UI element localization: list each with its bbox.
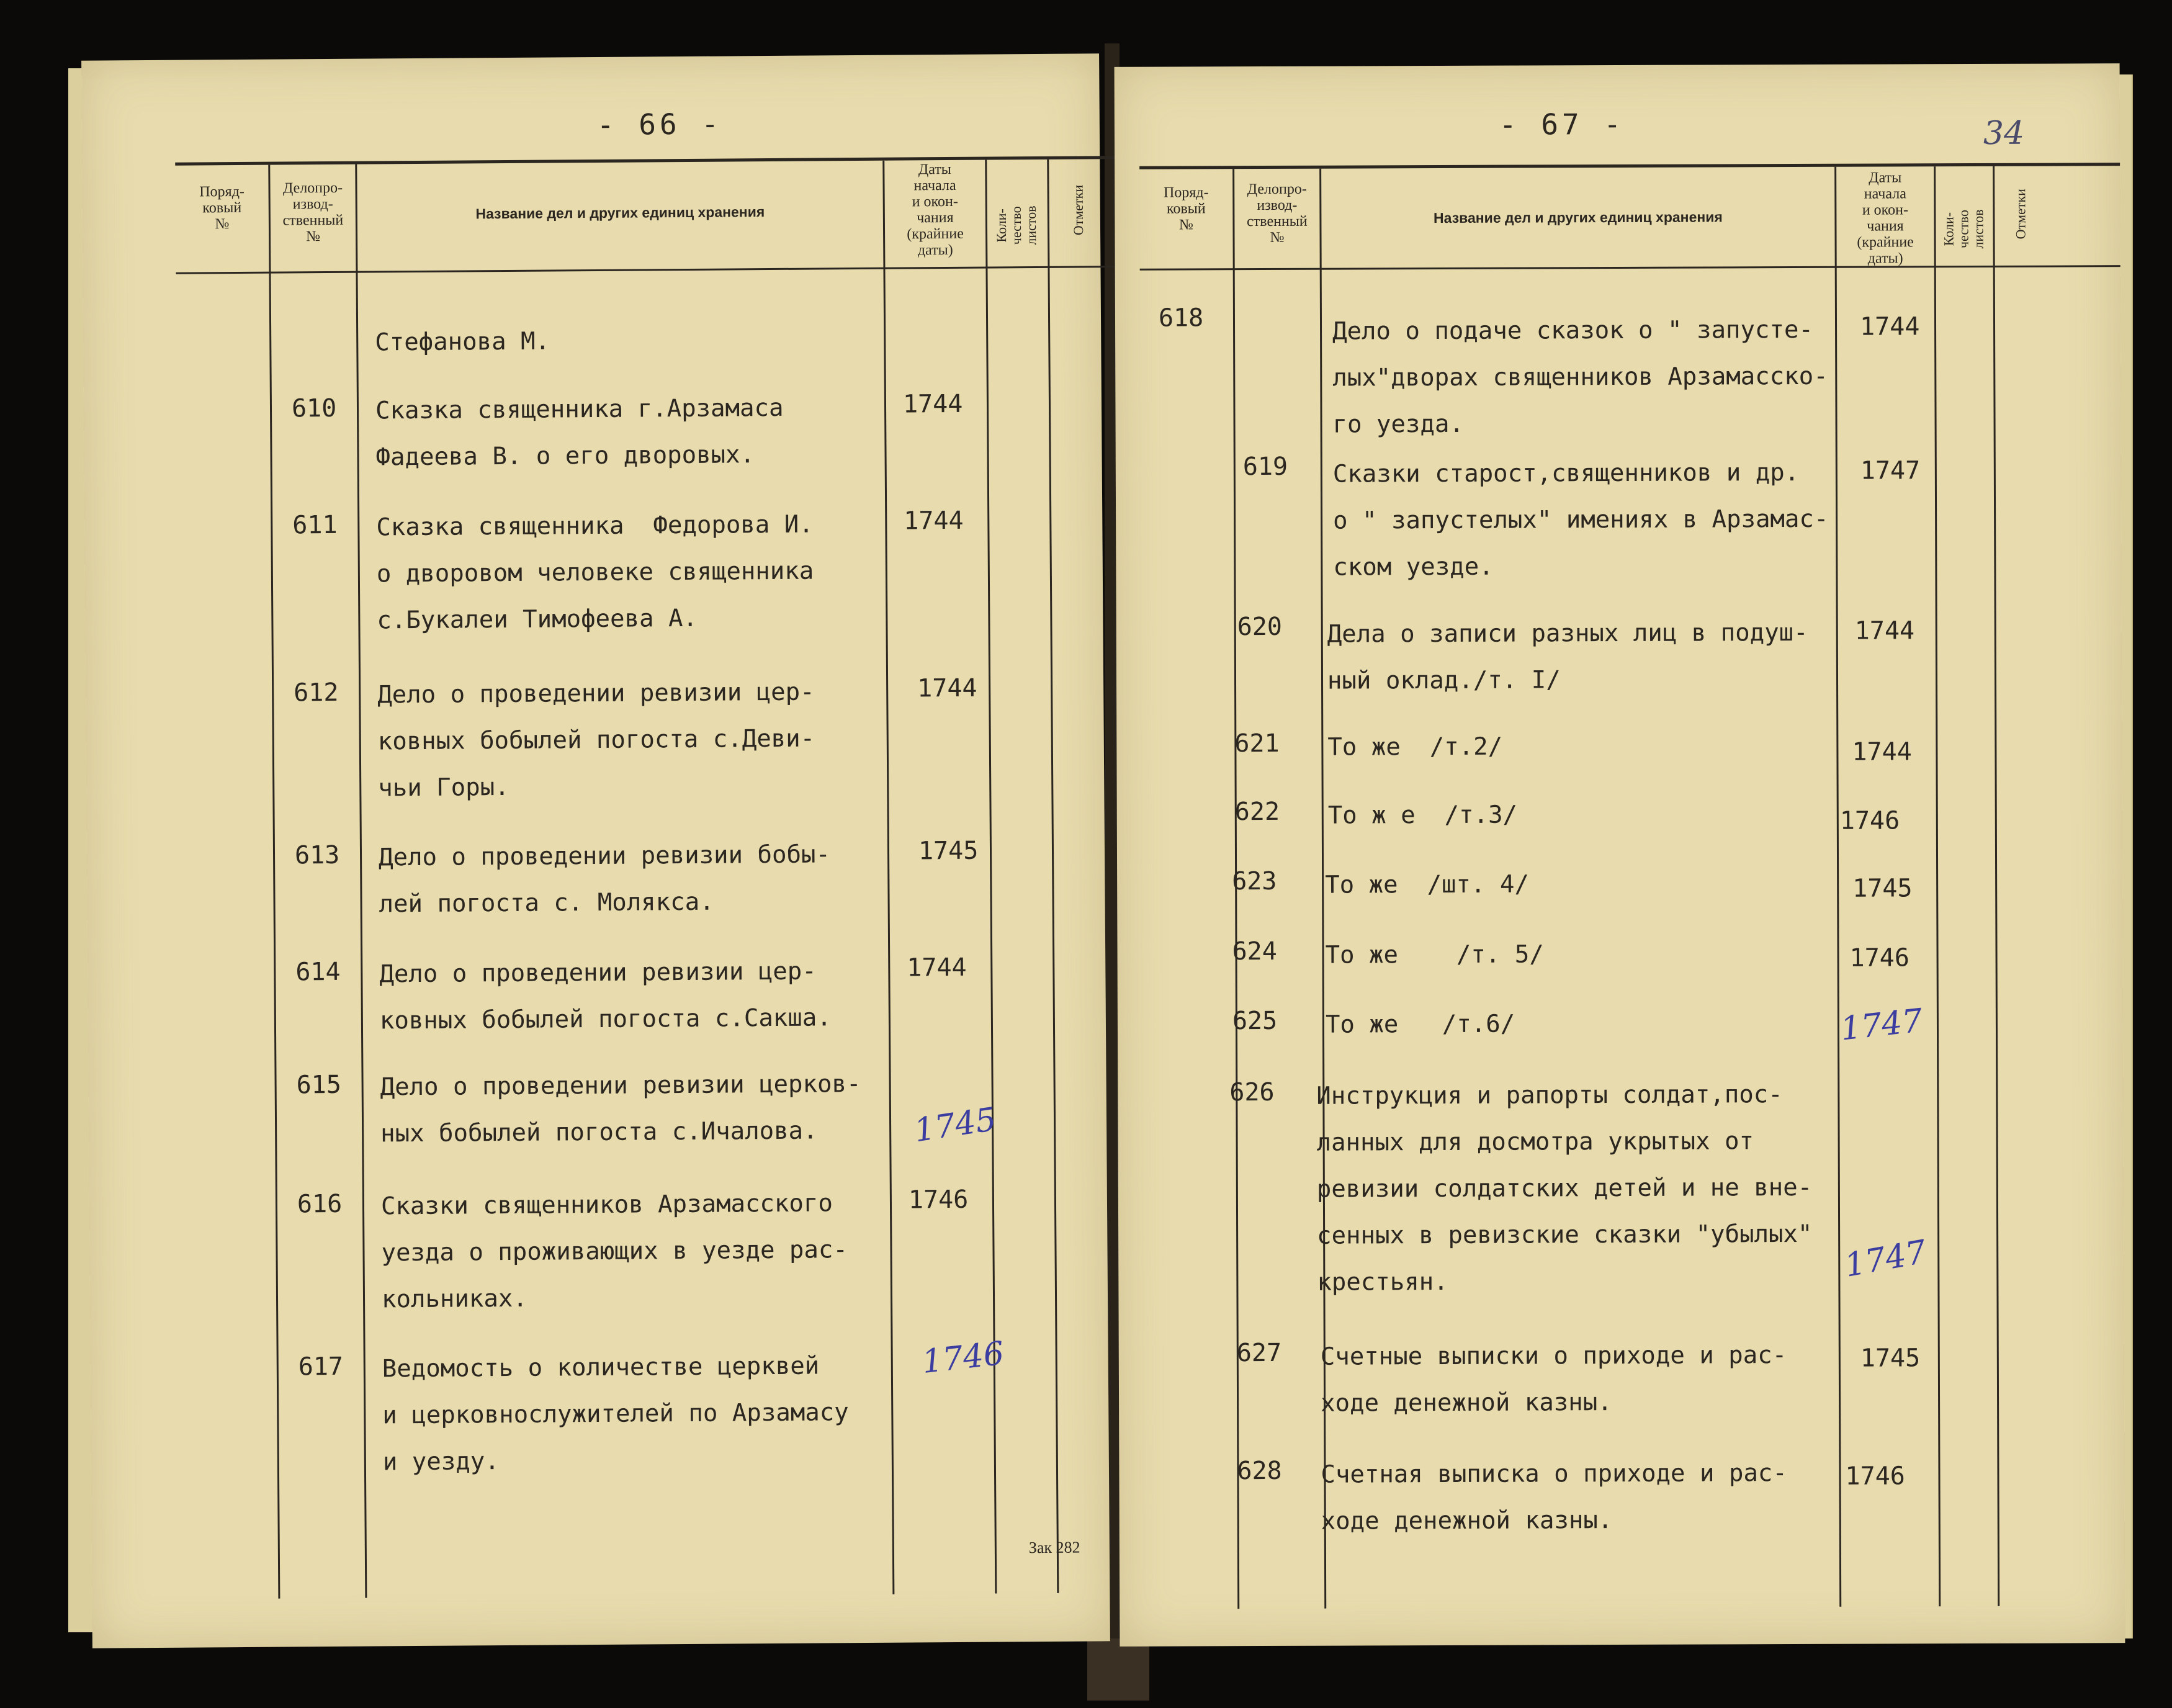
column-divider [882, 161, 894, 1594]
column-divider [268, 165, 280, 1599]
entry-number: 617 [298, 1352, 344, 1382]
entry-text: Счетные выписки о приходе и рас- ходе денежной казны. [1320, 1341, 1787, 1418]
entry-date: 1745 [1852, 874, 1913, 903]
print-order-footer: Зак 282 [1028, 1538, 1080, 1557]
entry-text: Ведомость о количестве церквей и церковнослужителей по Арзамасу и уезду. [382, 1352, 849, 1477]
header-office-no: Делопро- извод- ственный № [1247, 181, 1308, 246]
entry-date: 1747 [1860, 456, 1921, 485]
entry-date: 1744 [1854, 616, 1915, 645]
entry-date: 1744 [1852, 737, 1912, 766]
entry-text: То же /т.2/ [1327, 732, 1503, 762]
entry-number: 613 [294, 840, 340, 870]
header-dates: Даты начала и окон- чания (крайние даты) [1857, 169, 1914, 267]
entry-number: 612 [294, 678, 339, 708]
column-divider [1047, 160, 1059, 1593]
entry-number: 620 [1237, 612, 1283, 642]
header-sheet-count: Коли- чество листов [1941, 209, 1986, 249]
entry-number: 616 [297, 1189, 343, 1219]
entry-number: 625 [1232, 1006, 1278, 1036]
entry-number: 621 [1234, 729, 1280, 758]
entry-date-handwritten: 1747 [1839, 1002, 1925, 1048]
header-top-rule [175, 155, 1174, 165]
page-number-right: - 67 - [1499, 107, 1625, 142]
header-top-rule [1139, 163, 2120, 169]
entry-date-handwritten: 1747 [1842, 1233, 1929, 1285]
entry-number: 626 [1229, 1077, 1275, 1107]
header-notes: Отметки [1070, 184, 1087, 236]
entry-text: То же /т.6/ [1325, 1010, 1515, 1039]
column-divider [355, 164, 367, 1598]
entry-text: Дело о проведении ревизии цер- ковных бобылей погоста с.Сакша. [379, 957, 832, 1035]
column-divider [1834, 167, 1841, 1607]
folio-number: 34 [1983, 114, 2025, 152]
entry-text: Дела о записи разных лиц в подуш- ный оклад./т. I/ [1327, 618, 1808, 695]
entry-number: 628 [1237, 1456, 1282, 1486]
right-page [1115, 63, 2125, 1647]
entry-date: 1746 [1849, 943, 1909, 973]
entry-number: 611 [292, 510, 338, 540]
column-divider [1993, 166, 1999, 1606]
header-sequence-no: Поряд- ковый № [1163, 184, 1209, 233]
entry-text: Счетная выписка о приходе и рас- ходе денежной казны. [1321, 1459, 1787, 1535]
header-sequence-no: Поряд- ковый № [199, 183, 245, 233]
entry-date: 1744 [907, 953, 967, 982]
header-title: Название дел и других единиц хранения [475, 204, 765, 222]
entry-number: 619 [1242, 452, 1288, 482]
column-divider [985, 160, 997, 1594]
entry-date: 1746 [908, 1185, 969, 1215]
entry-number: 627 [1236, 1338, 1282, 1368]
entry-text: Инструкция и рапорты солдат,пос- ланных для досмотра укрытых от ревизии солдатских детей и не вне- сенных в ревизские сказки "убылых" крестьян. [1316, 1081, 1813, 1297]
entry-date-handwritten: 1746 [920, 1334, 1006, 1382]
page-number-left: - 66 - [596, 107, 723, 142]
entry-date: 1744 [917, 673, 977, 703]
book-spine-bottom [1087, 1638, 1149, 1701]
entry-date: 1744 [904, 506, 964, 536]
entry-number: 615 [296, 1070, 342, 1100]
entry-number: 610 [291, 393, 337, 423]
entry-text: Стефанова М. [375, 327, 550, 357]
entry-text: Сказки священников Арзамасского уезда о проживающих в уезде рас- кольниках. [380, 1189, 848, 1314]
left-page [81, 53, 1110, 1648]
header-office-no: Делопро- извод- ственный № [282, 179, 344, 245]
entry-number: 614 [295, 957, 341, 987]
header-title: Название дел и других единиц хранения [1433, 209, 1723, 227]
entry-text: Дело о проведении ревизии бобы- лей погоста с. Молякса. [378, 840, 831, 919]
entry-text: То же /т. 5/ [1325, 940, 1544, 969]
header-notes: Отметки [2013, 189, 2029, 240]
entry-text: Дело о проведении ревизии церков- ных бобылей погоста с.Ичалова. [380, 1070, 861, 1148]
header-dates: Даты начала и окон- чания (крайние даты) [907, 161, 964, 259]
entry-number: 623 [1232, 866, 1277, 896]
entry-number: 618 [1158, 303, 1204, 333]
entry-text: Сказка священника Федорова И. о дворовом человеке священника с.Букалеи Тимофеева А. [376, 510, 814, 635]
entry-date: 1746 [1839, 806, 1900, 835]
entry-text: Сказка священника г.Арзамаса Фадеева В. о его дворовых. [375, 393, 784, 472]
header-sheet-count: Коли- чество листов [993, 205, 1039, 245]
entry-text: То ж е /т.3/ [1327, 801, 1518, 830]
entry-text: Дело о подаче сказок о " запусте- лых"дворах священников Арзамасско- го уезда. [1332, 315, 1828, 439]
entry-number: 624 [1232, 937, 1277, 966]
entry-date: 1745 [1860, 1344, 1921, 1373]
entry-date: 1746 [1845, 1462, 1905, 1491]
entry-text: Дело о проведении ревизии цер- ковных бобылей погоста с.Деви- чьи Горы. [377, 678, 815, 802]
entry-text: То же /шт. 4/ [1325, 870, 1529, 899]
column-divider [1934, 166, 1941, 1606]
entry-text: Сказки старост,священников и др. о " запустелых" имениях в Арзамас- ском уезде. [1332, 458, 1829, 582]
header-bottom-rule [176, 265, 1175, 274]
entry-date-handwritten: 1745 [912, 1100, 999, 1150]
entry-date: 1745 [918, 836, 979, 866]
entry-number: 622 [1234, 797, 1280, 827]
entry-date: 1744 [902, 389, 963, 419]
entry-date: 1744 [1859, 312, 1920, 341]
